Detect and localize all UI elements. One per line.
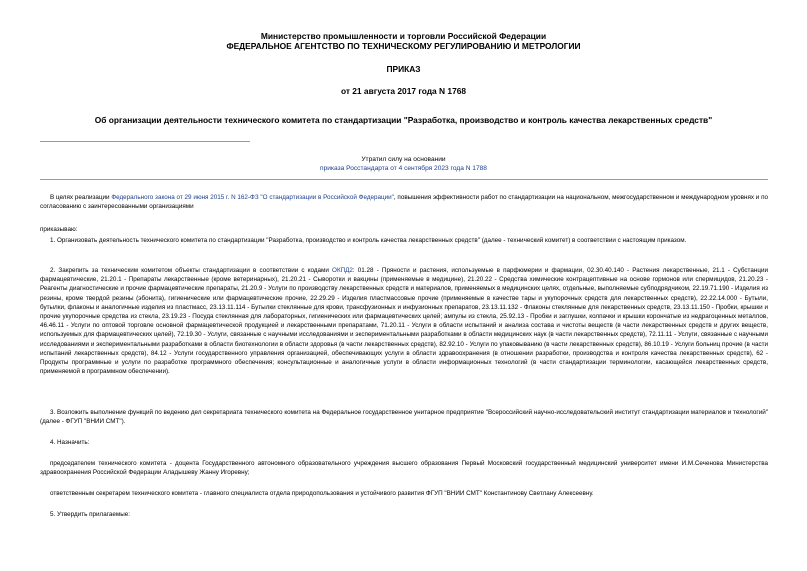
paragraph-1: 1. Организовать деятельность технического комитета по стандартизации "Разработка, производство и контроль качества лекарственных средств" (далее - технический комитет) в соответствии с настоящим приказом.: [50, 237, 687, 244]
paragraph-2: [40, 266, 768, 376]
federal-law-link[interactable]: Федерального закона от 29 июня 2015 г. N 162-ФЗ "О стандартизации в Российской Федерации": [111, 194, 394, 201]
paragraph-4b: ответственным секретарем технического комитета - главного специалиста отдела природопользования и устойчивого развития ФГУП "ВНИИ СМТ" Константинову Светлану Алексеевну.: [50, 490, 594, 497]
paragraph-4a: председателем технического комитета - доцента Государственного автономного образовательного учреждения высшего образования Первый Московский государственный медицинский университет имени И.М.Сеченова Министерства здравоохранения Российской Федерации Аладышеву Жанну Игоревну;: [40, 460, 768, 477]
intro-text-1: В целях реализации: [50, 194, 112, 201]
paragraph-5: 5. Утвердить прилагаемые:: [50, 511, 130, 518]
paragraph-4: 4. Назначить:: [50, 439, 90, 446]
document-title: Об организации деятельности технического комитета по стандартизации "Разработка, производство и контроль качества лекарственных средств": [94, 115, 713, 125]
paragraph-3: 3. Возложить выполнение функций по ведению дел секретариата технического комитета на Федеральное государственное унитарное предприятие "Всероссийский научно-исследовательский институт стандартизации материалов и технологий" (далее - ФГУП "ВНИИ СМТ").: [40, 409, 768, 426]
date-number: от 21 августа 2017 года N 1768: [340, 86, 467, 96]
p2-text-2: : 01.28 - Пряности и растения, используемые в парфюмерии и фармации, 02.30.40.140 - Растения лекарственные, 21.1 - Субстанции фармацевтические, 21.20.1 - Препараты лекарственные (кроме ветеринарных), 21.20.21 - Сыворотки и вакцины (применяемые в медицине), 21.20.22 - Средства химические контрацептивные на основе гормонов или спермицидов, 21.20.23 - Реагенты диагностические и прочие фармацевтические препараты, 21.20.9 - Услуги по производству лекарственных средств и материалов, применяемых в медицинских целях, отдельные, выполняемые субподрядчиком, 22.19.71.190 - Изделия из резины, кроме твердой резины (эбонита), гигиенические или фармацевтические прочие, 22.29.29 - Изделия пластмассовые прочие (применяемые в качестве тары и укупорочных средств для лекарственных средств), 22.22.14.000 - Бутыли, бутылки, флаконы и аналогичные изделия из пластмасс, 23.13.11.114 - Бутылки стеклянные для крови, трансфузионных и инфузионных препаратов, 23.13.11.132 - Флаконы стеклянные для лекарственных средств, 23.13.11.150 - Пробки, крышки и прочие укупорочные средства из стекла, 23.19.23 - Посуда стеклянная для лабораторных, гигиенических или фармацевтических целей; ампулы из стекла, 25.92.13 - Пробки и заглушки, колпачки и крышки корончатые из недрагоценных металлов, 46.46.11 - Услуги по оптовой торговле основной фармацевтической продукцией и лекарственными препаратами, 71.20.11 - Услуги в области испытаний и анализа состава и чистоты веществ (в части лекарственных средств и других веществ, используемых для фармацевтических целей), 72.19.30 - Услуги, связанные с научными исследованиями и экспериментальными разработками в области медицинских наук (в части лекарственных средств), 72.11.11 - Услуги, связанные с научными исследованиями и экспериментальными разработками в области биотехнологии в области здоровья (в части лекарственных средств), 82.92.10 - Услуги по упаковыванию (в части лекарственных средств), 86.10.19 - Услуги больниц прочие (в части испытаний лекарственных средств), 84.12 - Услуги государственного управления организацией, обеспечивающих услуги в области здравоохранения (в отношении разработки, производства и контроля качества лекарственных средств), 62 - Продукты программные и услуги по разработке программного обеспечения; консультационные и аналогичные услуги в области информационных технологий (в части стандартизации терминологии, касающейся лекарственных средств, применяемой в программном обеспечении).: [40, 267, 768, 376]
okpd2-link[interactable]: ОКПД2: [332, 267, 353, 274]
p2-text-1: 2. Закрепить за техническим комитетом объекты стандартизации в соответствии с кодами: [50, 267, 333, 274]
repeal-order-link[interactable]: приказа Росстандарта от 4 сентября 2023 года N 1788: [320, 165, 487, 172]
ministry-heading: Министерство промышленности и торговли Российской Федерации: [260, 31, 547, 41]
agency-heading: ФЕДЕРАЛЬНОЕ АГЕНТСТВО ПО ТЕХНИЧЕСКОМУ РЕГУЛИРОВАНИЮ И МЕТРОЛОГИИ: [226, 41, 581, 51]
intro-text-2: , повышения эффективности работ по стандартизации на национальном, межгосударственном и международном уровнях и по согласованию с заинтересованными организациями: [40, 194, 769, 211]
divider-top: [40, 141, 250, 142]
intro-paragraph: [40, 193, 768, 211]
status-link-line: [0, 164, 807, 173]
divider-bottom: [40, 179, 768, 180]
doc-type-heading: ПРИКАЗ: [386, 64, 421, 74]
status-line: Утратил силу на основании: [361, 156, 446, 163]
order-word: приказываю:: [40, 226, 78, 233]
